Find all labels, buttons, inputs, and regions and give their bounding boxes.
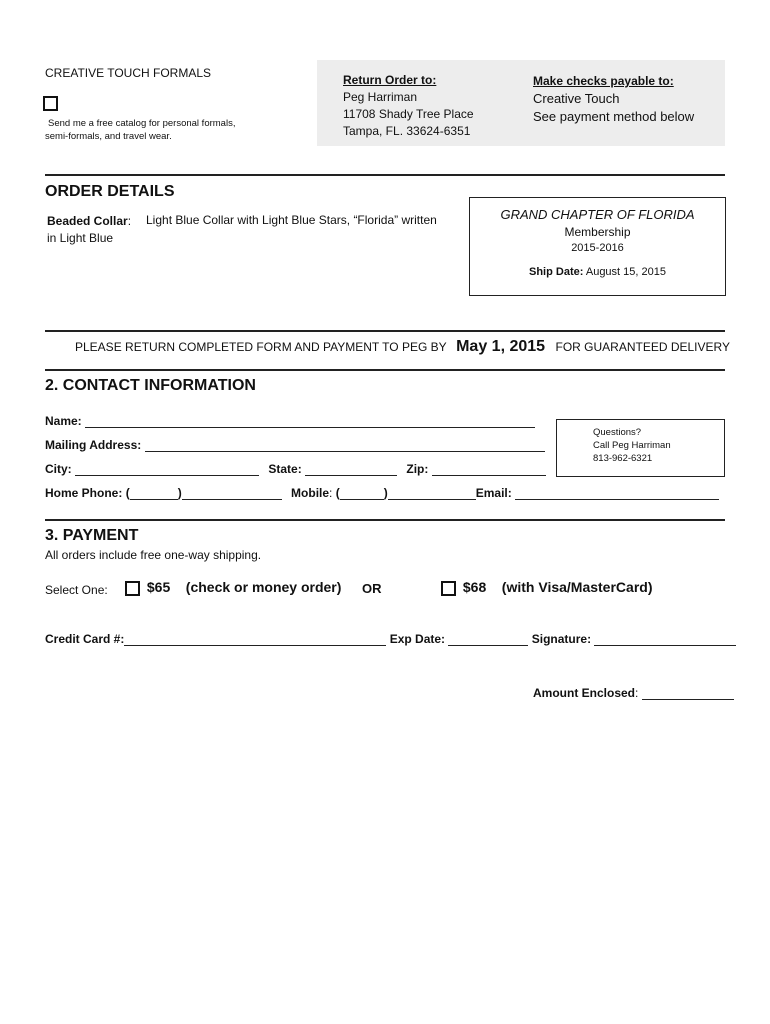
mailing-label: Mailing Address: <box>45 438 142 452</box>
return-order-line3: Tampa, FL. 33624-6351 <box>343 124 471 138</box>
city-field[interactable] <box>75 463 259 476</box>
divider <box>45 330 725 332</box>
option-65-label: $65 (check or money order) <box>146 579 342 595</box>
divider <box>45 369 725 371</box>
notice-date: May 1, 2015 <box>456 338 546 355</box>
mobile-paren-open: ( <box>335 486 340 500</box>
mailing-row <box>45 438 545 452</box>
signature-field[interactable] <box>594 633 736 646</box>
amount-field[interactable] <box>642 687 734 700</box>
order-item-label: Beaded Collar <box>47 214 128 228</box>
name-label: Name: <box>45 414 82 428</box>
exp-date-field[interactable] <box>448 633 528 646</box>
divider <box>45 519 725 521</box>
company-name: CREATIVE TOUCH FORMALS <box>45 66 212 80</box>
order-item-description: Light Blue Collar with Light Blue Stars, “Florida” written <box>146 213 437 227</box>
shipping-note: All orders include free one-way shipping. <box>45 548 262 562</box>
return-notice <box>75 338 730 356</box>
option-68[interactable] <box>441 579 652 596</box>
signature-label: Signature: <box>531 632 592 646</box>
home-phone-paren-open: ( <box>125 486 130 500</box>
name-row <box>45 414 535 428</box>
mobile-colon: : <box>329 486 333 500</box>
mobile-paren-close: ) <box>383 486 388 500</box>
city-row <box>45 462 546 476</box>
contact-heading: 2. CONTACT INFORMATION <box>45 377 256 394</box>
city-label: City: <box>45 462 72 476</box>
ship-date <box>470 266 725 278</box>
chapter-box <box>469 197 726 296</box>
email-field[interactable] <box>515 487 719 500</box>
catalog-checkbox[interactable] <box>43 95 58 113</box>
order-item-colon: : <box>127 214 132 228</box>
catalog-text-line2: semi-formals, and travel wear. <box>45 131 172 142</box>
notice-prefix: PLEASE RETURN COMPLETED FORM AND PAYMENT TO PEG BY <box>75 340 447 354</box>
chapter-years: 2015-2016 <box>571 242 624 254</box>
catalog-text <box>45 117 235 143</box>
mobile-area-field[interactable] <box>340 487 384 500</box>
mobile-label: Mobile <box>291 486 330 500</box>
return-order-block <box>343 72 474 140</box>
home-phone-paren-close: ) <box>177 486 182 500</box>
checks-line2: See payment method below <box>533 109 695 124</box>
checkbox-icon <box>43 96 58 111</box>
home-phone-area-field[interactable] <box>130 487 178 500</box>
divider <box>45 174 725 176</box>
questions-line2: Call Peg Harriman <box>593 440 671 451</box>
name-field[interactable] <box>85 415 535 428</box>
checks-line1: Creative Touch <box>533 91 620 106</box>
checks-block <box>533 72 694 126</box>
return-order-heading: Return Order to: <box>343 73 437 87</box>
home-phone-label: Home Phone: <box>45 486 123 500</box>
credit-card-row <box>45 632 736 646</box>
amount-row <box>533 686 734 700</box>
questions-box <box>556 419 725 477</box>
ship-date-value: August 15, 2015 <box>585 266 666 278</box>
catalog-text-line1: Send me a free catalog for personal formals, <box>48 118 236 129</box>
home-phone-field[interactable] <box>182 487 282 500</box>
select-one-label: Select One: <box>45 583 108 597</box>
return-order-line2: 11708 Shady Tree Place <box>343 107 474 121</box>
questions-line3: 813-962-6321 <box>593 453 653 464</box>
order-details-heading: ORDER DETAILS <box>45 183 175 200</box>
credit-card-label: Credit Card #: <box>45 632 125 646</box>
mailing-field[interactable] <box>145 439 545 452</box>
return-order-line1: Peg Harriman <box>343 90 418 104</box>
order-item-label-cont: in Light Blue <box>47 231 114 245</box>
phone-row <box>45 486 719 500</box>
credit-card-field[interactable] <box>124 633 386 646</box>
option-68-label: $68 (with Visa/MasterCard) <box>462 579 653 595</box>
chapter-subtitle: Membership <box>564 225 631 239</box>
amount-colon: : <box>635 686 639 700</box>
zip-field[interactable] <box>432 463 546 476</box>
or-label: OR <box>362 581 382 596</box>
checkbox-icon[interactable] <box>441 581 456 596</box>
zip-label: Zip: <box>406 462 429 476</box>
option-65[interactable] <box>125 579 341 596</box>
ship-date-label: Ship Date: <box>529 266 584 278</box>
chapter-title: GRAND CHAPTER OF FLORIDA <box>500 207 695 222</box>
state-label: State: <box>268 462 302 476</box>
amount-label: Amount Enclosed <box>533 686 636 700</box>
notice-suffix: FOR GUARANTEED DELIVERY <box>555 340 730 354</box>
mobile-field[interactable] <box>388 487 476 500</box>
email-label: Email: <box>475 486 512 500</box>
questions-line1: Questions? <box>593 427 642 438</box>
order-item-label-block <box>47 213 131 247</box>
payment-heading: 3. PAYMENT <box>45 527 139 544</box>
checkbox-icon[interactable] <box>125 581 140 596</box>
exp-date-label: Exp Date: <box>389 632 446 646</box>
checks-heading: Make checks payable to: <box>533 74 674 88</box>
state-field[interactable] <box>305 463 397 476</box>
